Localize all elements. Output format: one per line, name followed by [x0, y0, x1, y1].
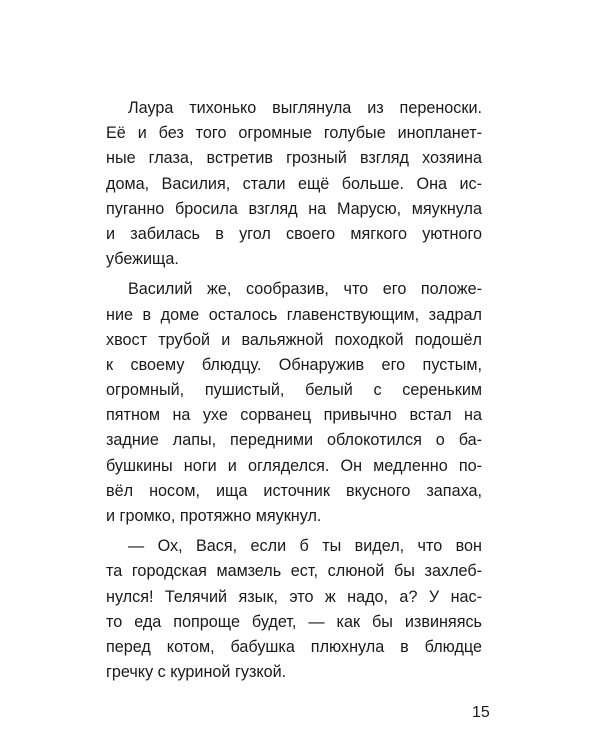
text-line: пятном на ухе сорванец привычно встал на	[106, 406, 482, 425]
text-line: то еда попроще будет, — как бы извиняясь	[106, 612, 482, 631]
paragraph-2	[106, 277, 482, 529]
text-line: — Ох, Вася, если б ты видел, что вон	[128, 537, 482, 556]
text-line: убежища.	[106, 250, 179, 269]
text-line: Лаура тихонько выглянула из переноски.	[128, 99, 482, 117]
text-line: к своему блюдцу. Обнаружив его пустым,	[106, 355, 482, 374]
text-line: перед котом, бабушка плюхнула в блюдце	[106, 637, 482, 656]
text-line: и забилась в угол своего мягкого уютного	[106, 224, 482, 243]
text-line: Её и без того огромные голубые инопланет-	[106, 124, 482, 143]
text-line: задние лапы, передними облокотился о ба-	[106, 431, 482, 450]
text-line: ные глаза, встретив грозный взгляд хозяина	[106, 149, 482, 168]
text-line: гречку с куриной гузкой.	[106, 663, 287, 682]
text-line: нулся! Телячий язык, это ж надо, а? У нас-	[106, 587, 482, 606]
text-line: та городская мамзель ест, слюной бы захлеб-	[106, 562, 482, 581]
text-line: вёл носом, ища источник вкусного запаха,	[106, 481, 482, 500]
text-line: огромный, пушистый, белый с сереньким	[106, 381, 482, 400]
text-line: пуганно бросила взгляд на Марусю, мяукнула	[106, 199, 482, 218]
page-body	[106, 96, 482, 685]
text-line: и громко, протяжно мяукнул.	[106, 507, 322, 525]
text-line: дома, Василия, стали ещё больше. Она ис-	[106, 174, 482, 193]
paragraph-1	[106, 96, 482, 272]
paragraph-3	[106, 534, 482, 685]
text-line: хвост трубой и вальяжной походкой подошёл	[106, 330, 482, 349]
page-number: 15	[472, 704, 490, 721]
text-line: ние в доме осталось главенствующим, задрал	[106, 305, 482, 324]
text-line: бушкины ноги и огляделся. Он медленно по-	[106, 456, 482, 475]
text-line: Василий же, сообразив, что его положе-	[128, 280, 482, 299]
